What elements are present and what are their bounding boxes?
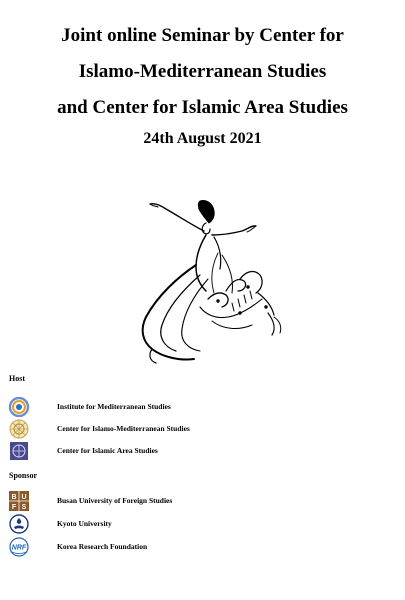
host-org-cias-name: Center for Islamic Area Studies [57,446,158,455]
host-org-cims-name: Center for Islamo-Mediterranean Studies [57,424,190,433]
svg-text:F: F [11,504,17,511]
svg-text:B: B [11,494,17,501]
cims-logo-icon [8,419,30,439]
title-line-3: and Center for Islamic Area Studies [57,97,348,118]
title-line-1: Joint online Seminar by Center for [61,25,344,46]
svg-text:S: S [21,504,27,511]
title-block [0,26,405,148]
kyoto-university-logo-icon [8,514,30,534]
ims-logo-icon [8,397,30,417]
cias-logo-icon [8,441,30,461]
nrf-logo-icon [8,537,30,557]
sponsor-label: Sponsor [9,471,38,480]
svg-text:U: U [21,494,27,501]
seminar-date: 24th August 2021 [143,130,262,147]
sponsor-org-kyoto-name: Kyoto University [57,519,112,528]
whirling-dervish-illustration [122,195,292,367]
bufs-logo-icon [8,491,30,511]
host-label: Host [9,374,25,383]
sponsor-org-nrf-name: Korea Research Foundation [57,542,148,551]
host-org-ims-name: Institute for Mediterranean Studies [57,402,171,411]
svg-text:NRF: NRF [11,544,27,552]
title-line-2: Islamo-Mediterranean Studies [78,61,327,82]
sponsor-org-bufs-name: Busan University of Foreign Studies [57,496,173,505]
